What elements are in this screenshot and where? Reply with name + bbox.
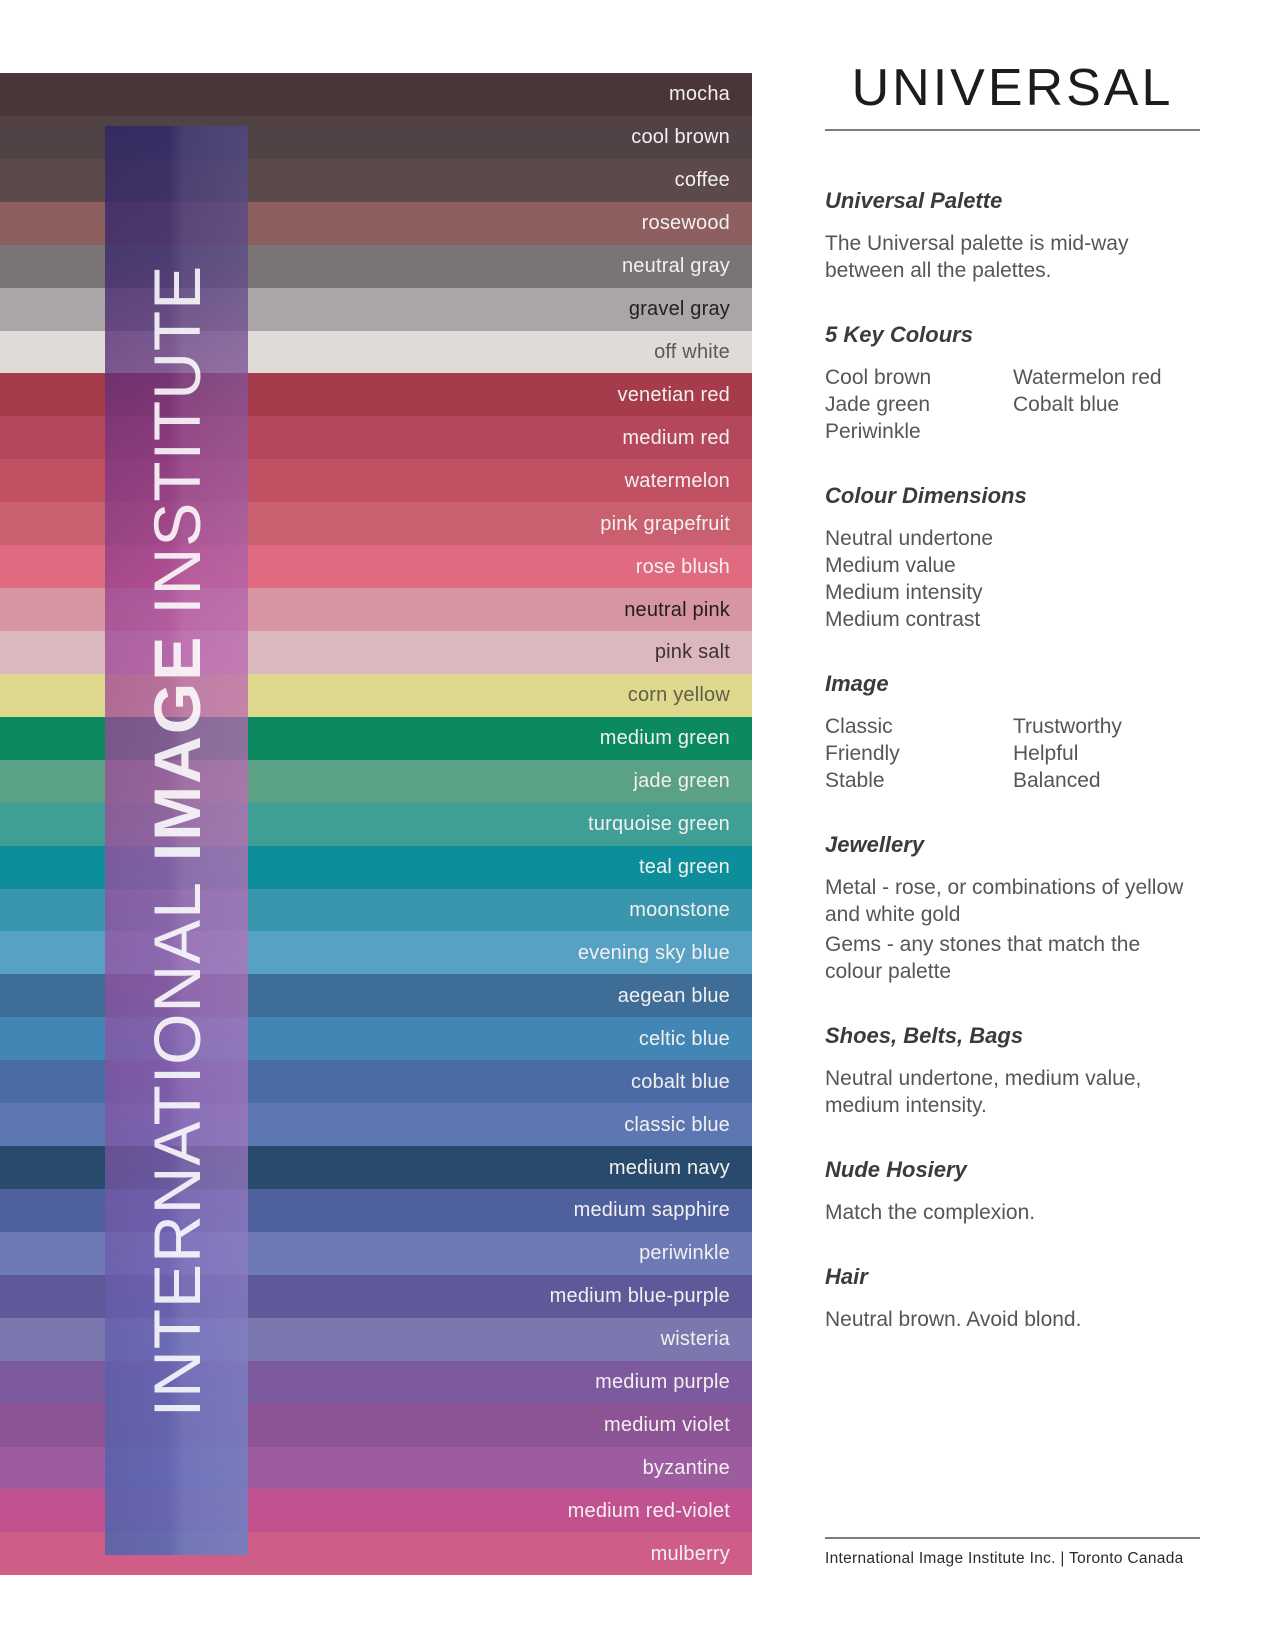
- swatch-label: medium red-violet: [567, 1499, 730, 1522]
- section-line: Helpful: [1013, 742, 1079, 765]
- section-paragraph: Gems - any stones that match the colour palette: [825, 933, 1141, 983]
- section-line: Neutral undertone: [825, 527, 994, 550]
- brand-ribbon-text: [139, 264, 215, 1417]
- swatch-label: medium blue-purple: [549, 1285, 730, 1308]
- swatch-label: medium red: [622, 426, 730, 449]
- swatch-label: venetian red: [617, 383, 730, 406]
- section-line: Balanced: [1013, 769, 1101, 792]
- section-line: Trustworthy: [1013, 715, 1122, 738]
- section-column: [1013, 364, 1200, 445]
- palette-section: [825, 1023, 1200, 1119]
- section-line: Jade green: [825, 393, 931, 416]
- section-line: Stable: [825, 769, 885, 792]
- palette-section: [825, 1157, 1200, 1226]
- swatch-label: medium navy: [608, 1156, 730, 1179]
- swatch-label: watermelon: [624, 469, 730, 492]
- swatch-label: wisteria: [660, 1328, 730, 1351]
- palette-section: [825, 188, 1200, 284]
- section-paragraph: Metal - rose, or combinations of yellow and white gold: [825, 876, 1184, 926]
- swatch-label: coffee: [674, 169, 730, 192]
- brand-ribbon-text-bold: IMAGE: [139, 634, 214, 861]
- footer-credit: International Image Institute Inc. | Toronto Canada: [825, 1550, 1184, 1567]
- section-body: [825, 1065, 1200, 1119]
- brand-ribbon: [105, 126, 248, 1555]
- swatch-label: off white: [654, 340, 730, 363]
- swatch-label: teal green: [639, 856, 730, 879]
- swatch-label: periwinkle: [639, 1242, 730, 1265]
- section-paragraph: The Universal palette is mid-way between all the palettes.: [825, 232, 1129, 282]
- section-body: [825, 1199, 1200, 1226]
- palette-section: [825, 832, 1200, 985]
- section-heading: 5 Key Colours: [825, 322, 973, 347]
- footer-divider: [825, 1537, 1200, 1539]
- section-line: Friendly: [825, 742, 900, 765]
- section-body: [825, 230, 1200, 284]
- swatch-label: gravel gray: [628, 298, 730, 321]
- palette-section: [825, 483, 1200, 633]
- section-paragraph: Neutral undertone, medium value, medium intensity.: [825, 1067, 1142, 1117]
- section-line: Classic: [825, 715, 893, 738]
- section-columns: [825, 364, 1200, 445]
- swatch-label: moonstone: [629, 898, 730, 921]
- swatch-label: mocha: [668, 83, 730, 106]
- section-line: Cobalt blue: [1013, 393, 1120, 416]
- section-heading: Image: [825, 671, 889, 696]
- swatch-label: corn yellow: [627, 684, 730, 707]
- swatch-label: medium green: [599, 727, 730, 750]
- swatch-label: rose blush: [635, 555, 730, 578]
- swatch-label: evening sky blue: [577, 941, 730, 964]
- swatch-label: rosewood: [641, 212, 730, 235]
- section-paragraph: Neutral brown. Avoid blond.: [825, 1308, 1082, 1331]
- section-body: [825, 713, 1200, 794]
- section-body: [825, 1306, 1200, 1333]
- section-column: [825, 364, 1013, 445]
- palette-section: [825, 322, 1200, 445]
- section-body: [825, 364, 1200, 445]
- section-column: [825, 713, 1013, 794]
- section-heading: Colour Dimensions: [825, 483, 1027, 508]
- section-paragraph: Match the complexion.: [825, 1201, 1036, 1224]
- section-heading: Universal Palette: [825, 188, 1003, 213]
- swatch-label: jade green: [633, 770, 730, 793]
- section-body: [825, 874, 1200, 985]
- section-heading: Jewellery: [825, 832, 925, 857]
- swatch-label: medium purple: [595, 1371, 730, 1394]
- section-columns: [825, 713, 1200, 794]
- section-line: Cool brown: [825, 366, 932, 389]
- swatch-label: celtic blue: [638, 1027, 730, 1050]
- section-line: Medium intensity: [825, 581, 983, 604]
- section-body: [825, 525, 1200, 633]
- title-divider: [825, 129, 1200, 131]
- swatch-label: pink grapefruit: [600, 512, 730, 535]
- section-line: Medium contrast: [825, 608, 981, 631]
- section-heading: Shoes, Belts, Bags: [825, 1023, 1024, 1048]
- section-line: Periwinkle: [825, 420, 921, 443]
- swatch-row: [0, 73, 752, 116]
- section-column: [1013, 713, 1200, 794]
- swatch-label: cobalt blue: [631, 1070, 730, 1093]
- section-line: Watermelon red: [1013, 366, 1162, 389]
- section-line: Medium value: [825, 554, 956, 577]
- swatch-label: pink salt: [654, 641, 730, 664]
- swatch-label: medium violet: [604, 1414, 730, 1437]
- details-sections: [825, 150, 1200, 1333]
- section-heading: Nude Hosiery: [825, 1157, 967, 1182]
- swatch-label: cool brown: [631, 126, 730, 149]
- palette-section: [825, 1264, 1200, 1333]
- swatch-label: byzantine: [642, 1456, 730, 1479]
- brand-ribbon-text-post: INSTITUTE: [139, 264, 214, 615]
- swatch-label: turquoise green: [588, 813, 730, 836]
- brand-ribbon-text-pre: INTERNATIONAL: [139, 880, 214, 1417]
- swatch-label: mulberry: [650, 1542, 730, 1565]
- swatch-label: neutral gray: [621, 255, 730, 278]
- palette-section: [825, 671, 1200, 794]
- swatch-label: neutral pink: [624, 598, 730, 621]
- swatch-label: classic blue: [624, 1113, 730, 1136]
- section-heading: Hair: [825, 1264, 868, 1289]
- swatch-label: medium sapphire: [573, 1199, 730, 1222]
- page-title: UNIVERSAL: [851, 59, 1174, 117]
- swatch-label: aegean blue: [617, 984, 730, 1007]
